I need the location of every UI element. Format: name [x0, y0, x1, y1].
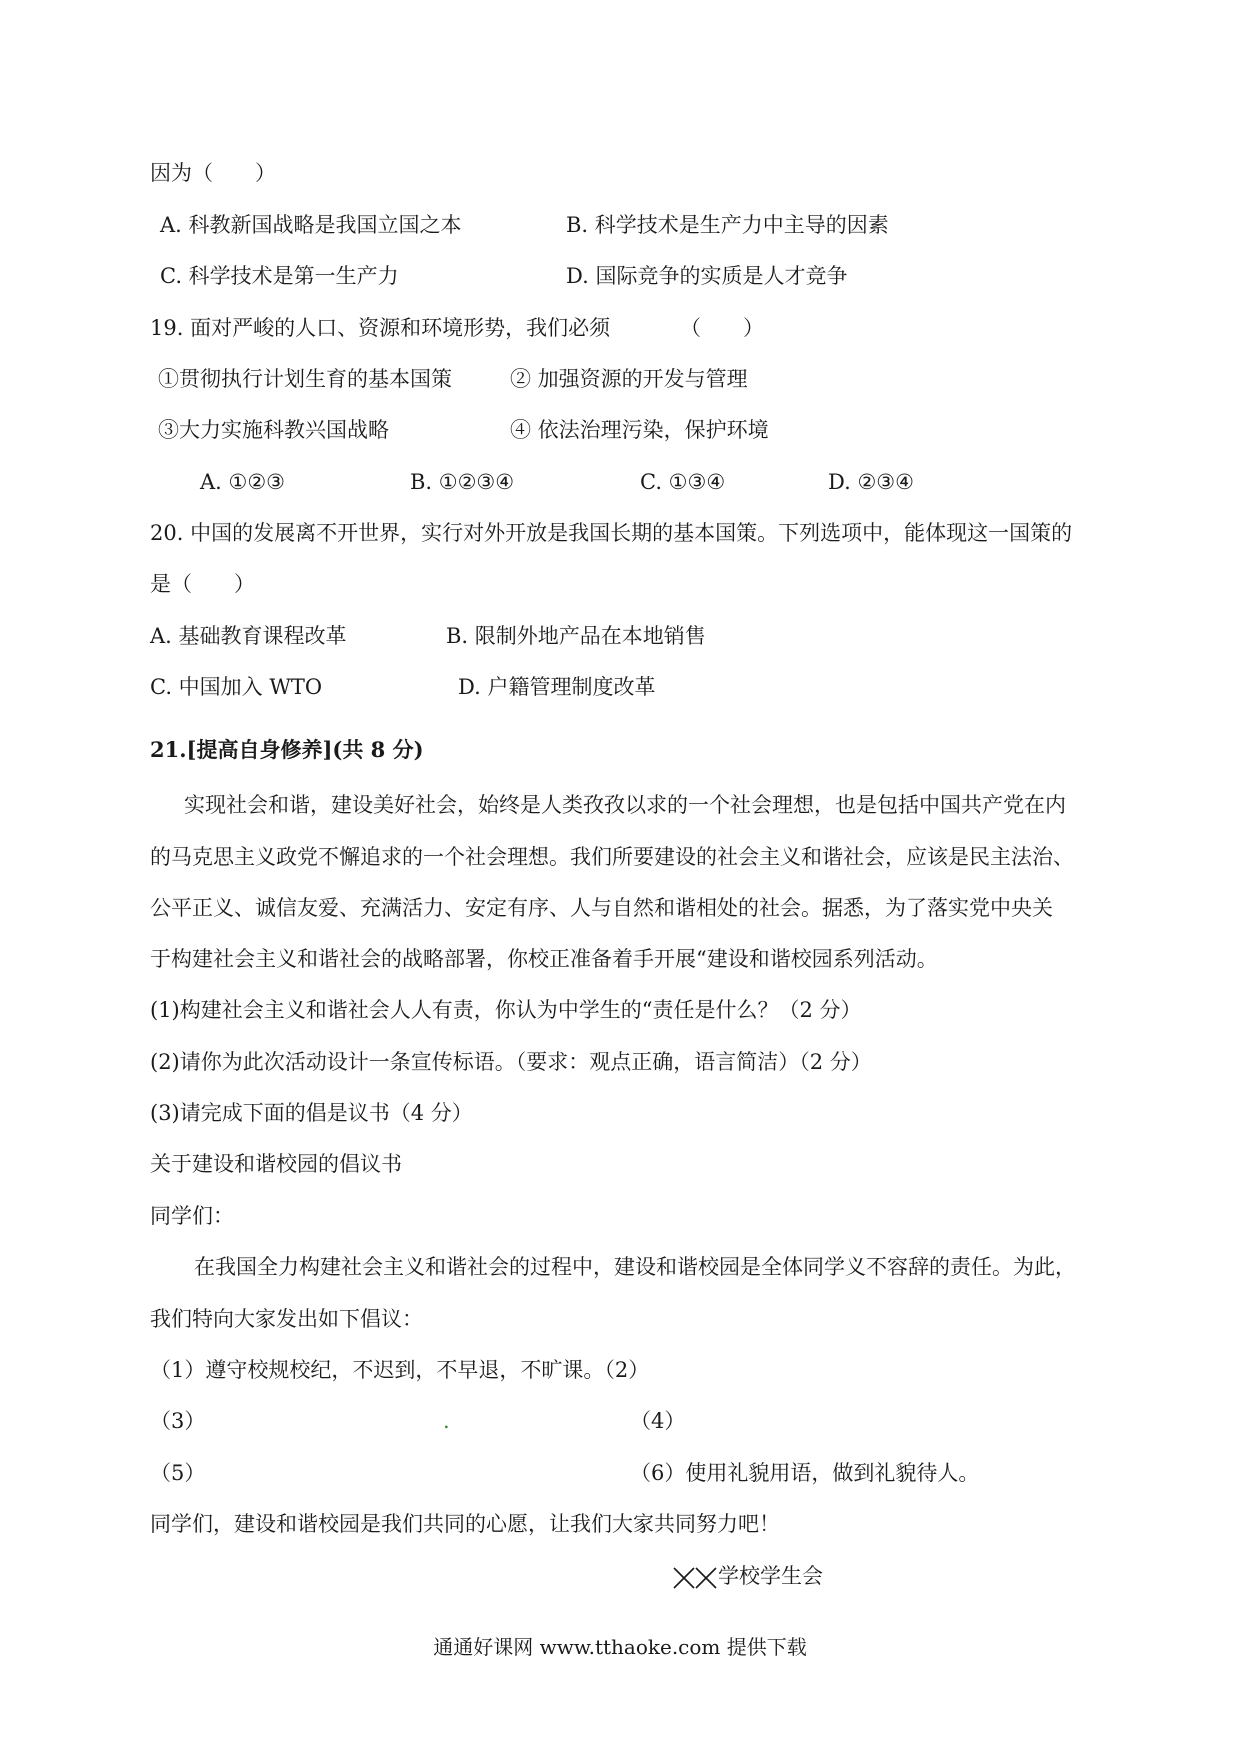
q20-option-c: C. 中国加入 WTO	[150, 675, 323, 699]
letter-signature	[672, 1563, 823, 1589]
q18-option-b: B. 科学技术是生产力中主导的因素	[566, 213, 889, 237]
q21-paragraph-line-1: 实现社会和谐，建设美好社会，始终是人类孜孜以求的一个社会理想，也是包括中国共产党在内	[184, 793, 1066, 817]
q19-option-d: D. ②③④	[828, 470, 914, 494]
q19-answer-bracket: （ ）	[680, 316, 764, 340]
letter-item-5: （5）	[150, 1461, 206, 1485]
q18-option-c: C. 科学技术是第一生产力	[160, 264, 399, 288]
q19-option-c: C. ①③④	[640, 470, 726, 494]
q20-stem-line-2: 是（ ）	[150, 572, 255, 596]
letter-title: 关于建设和谐校园的倡议书	[150, 1152, 402, 1176]
letter-signature-text: 学校学生会	[718, 1564, 823, 1588]
q21-paragraph-line-3: 公平正义、诚信友爱、充满活力、安定有序、人与自然和谐相处的社会。据悉，为了落实党中央关	[150, 896, 1053, 920]
q20-option-b: B. 限制外地产品在本地销售	[446, 624, 706, 648]
letter-body-line-1: 在我国全力构建社会主义和谐社会的过程中，建设和谐校园是全体同学义不容辞的责任。为此，	[194, 1255, 1076, 1279]
footer-watermark: 通通好课网 www.tthaoke.com 提供下载	[433, 1635, 807, 1659]
q21-subquestion-3: (3)请完成下面的倡是议书（4 分）	[150, 1101, 473, 1125]
q19-item-3: ③大力实施科教兴国战略	[158, 418, 389, 442]
q18-stem-tail: 因为（ ）	[150, 161, 276, 185]
letter-body-line-2: 我们特向大家发出如下倡议：	[150, 1307, 423, 1331]
q20-stem-line-1: 20. 中国的发展离不开世界，实行对外开放是我国长期的基本国策。下列选项中，能体现这一国策的	[150, 521, 1073, 545]
q21-paragraph-line-2: 的马克思主义政党不懈追求的一个社会理想。我们所要建设的社会主义和谐社会，应该是民主法治、	[150, 845, 1074, 869]
q19-item-1: ①贯彻执行计划生育的基本国策	[158, 367, 452, 391]
q20-option-d: D. 户籍管理制度改革	[458, 675, 656, 699]
q21-heading: 21.[提高自身修养](共 8 分)	[150, 737, 424, 762]
letter-item-4: （4）	[630, 1409, 686, 1433]
q19-stem: 19. 面对严峻的人口、资源和环境形势，我们必须	[150, 316, 611, 340]
q19-option-a: A. ①②③	[200, 470, 285, 494]
q19-item-2: ② 加强资源的开发与管理	[510, 367, 748, 391]
q21-subquestion-2: (2)请你为此次活动设计一条宣传标语。（要求：观点正确，语言简洁）（2 分）	[150, 1050, 872, 1074]
letter-closing: 同学们，建设和谐校园是我们共同的心愿，让我们大家共同努力吧！	[150, 1512, 780, 1536]
letter-item-3-mark: .	[443, 1409, 450, 1433]
q21-paragraph-line-4: 于构建社会主义和谐社会的战略部署，你校正准备着手开展“建设和谐校园系列活动。	[150, 947, 938, 971]
q18-option-a: A. 科教新国战略是我国立国之本	[160, 213, 462, 237]
q19-option-b: B. ①②③④	[410, 470, 515, 494]
letter-item-3: （3）	[150, 1409, 206, 1433]
q19-item-4: ④ 依法治理污染，保护环境	[510, 418, 769, 442]
q18-option-d: D. 国际竞争的实质是人才竞争	[566, 264, 848, 288]
cross-marks-icon	[672, 1566, 718, 1590]
q20-option-a: A. 基础教育课程改革	[150, 624, 347, 648]
letter-greeting: 同学们：	[150, 1204, 234, 1228]
q21-subquestion-1: (1)构建社会主义和谐社会人人有责，你认为中学生的“责任是什么？（2 分）	[150, 998, 862, 1022]
letter-item-6: （6）使用礼貌用语，做到礼貌待人。	[630, 1461, 980, 1485]
letter-item-1: （1）遵守校规校纪，不迟到，不早退，不旷课。（2）	[150, 1358, 650, 1382]
